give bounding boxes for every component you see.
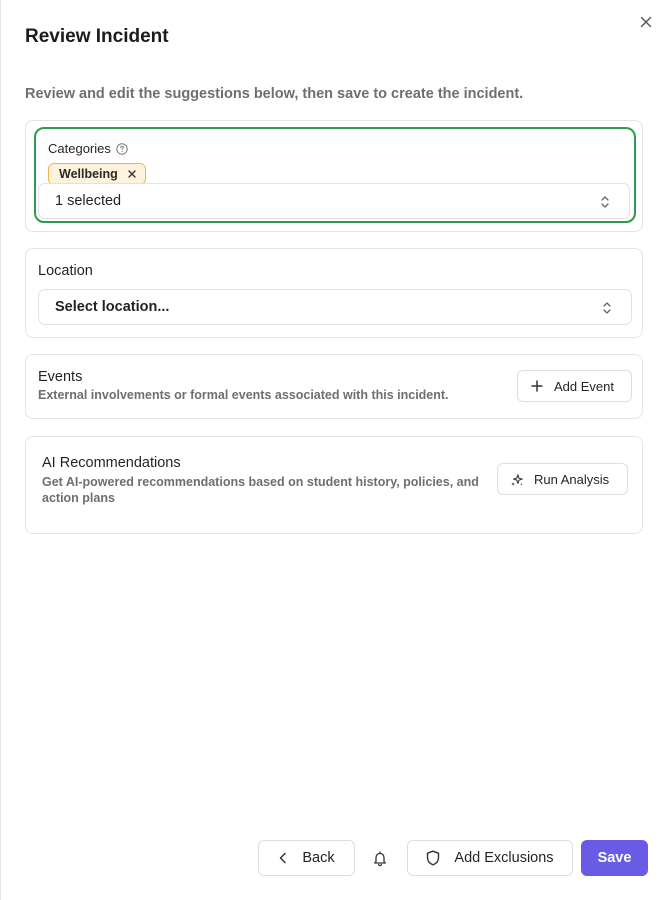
events-card xyxy=(25,354,643,419)
notification-button[interactable] xyxy=(369,849,391,867)
add-event-label: Add Event xyxy=(554,378,614,394)
panel-left-border xyxy=(0,0,1,900)
categories-card xyxy=(25,120,643,232)
categories-label: Categories xyxy=(48,141,111,156)
add-exclusions-button[interactable] xyxy=(407,840,573,876)
remove-chip-icon[interactable] xyxy=(127,169,137,179)
ai-title: AI Recommendations xyxy=(42,455,181,471)
categories-select-value: 1 selected xyxy=(55,193,122,209)
chevron-left-icon xyxy=(278,852,288,864)
help-icon[interactable] xyxy=(116,143,128,155)
plus-icon xyxy=(530,379,544,393)
close-icon xyxy=(640,16,652,28)
events-title: Events xyxy=(38,369,83,385)
location-card xyxy=(25,248,643,338)
location-select-placeholder: Select location... xyxy=(55,299,170,315)
back-button[interactable] xyxy=(258,840,355,876)
chevron-up-down-icon xyxy=(599,195,611,209)
close-button[interactable] xyxy=(638,14,654,30)
categories-select[interactable] xyxy=(38,183,630,219)
ai-description: Get AI-powered recommendations based on student history, policies, and action plans xyxy=(42,475,479,505)
categories-label-row xyxy=(48,141,128,156)
page-title: Review Incident xyxy=(25,26,169,47)
events-description: External involvements or formal events associated with this incident. xyxy=(38,388,449,402)
bell-icon xyxy=(372,850,388,867)
add-exclusions-label: Add Exclusions xyxy=(454,850,554,866)
ai-recommendations-card xyxy=(25,436,643,534)
categories-highlight xyxy=(34,127,636,223)
chevron-up-down-icon xyxy=(601,301,613,315)
run-analysis-button[interactable] xyxy=(497,463,628,495)
back-label: Back xyxy=(302,850,335,866)
sparkles-icon xyxy=(510,472,524,486)
category-chip-label: Wellbeing xyxy=(59,167,118,181)
location-label: Location xyxy=(38,263,93,279)
run-analysis-label: Run Analysis xyxy=(534,471,610,487)
category-chip-wellbeing xyxy=(48,163,146,185)
shield-icon xyxy=(426,850,440,866)
save-button[interactable] xyxy=(581,840,648,876)
location-select[interactable] xyxy=(38,289,632,325)
add-event-button[interactable] xyxy=(517,370,632,402)
page-subtitle: Review and edit the suggestions below, then save to create the incident. xyxy=(25,86,524,102)
save-label: Save xyxy=(597,850,632,866)
